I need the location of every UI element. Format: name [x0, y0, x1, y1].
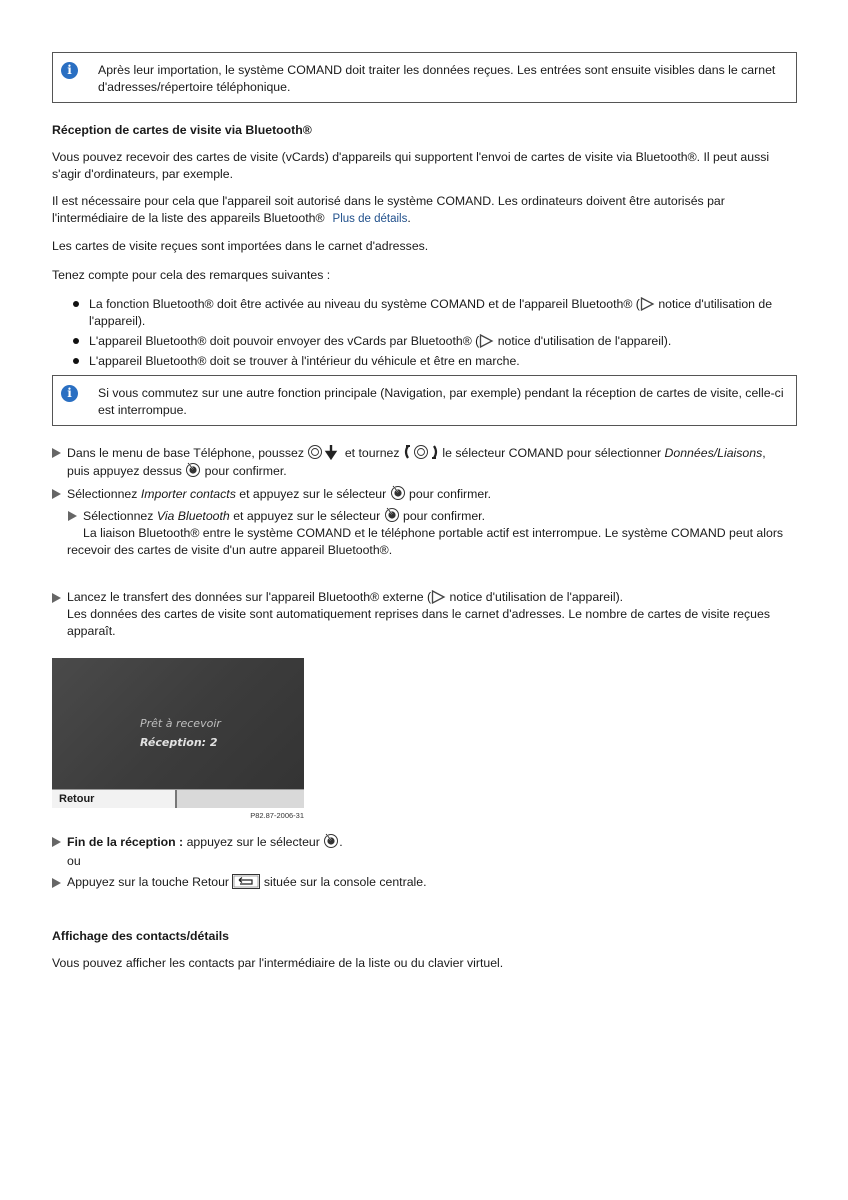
step-result: La liaison Bluetooth® entre le système COMAND et le téléphone portable actif est interrompue. Le système COMAND peut alors recevoir des cartes de visite d'un autre appareil Bluetooth®. [67, 526, 784, 557]
info-icon: i [61, 62, 78, 79]
section-title-contacts: Affichage des contacts/détails [52, 929, 229, 943]
step-item [52, 444, 797, 480]
step-text: Lancez le transfert des données sur l'appareil Bluetooth® externe ( [67, 590, 432, 604]
list-item [52, 296, 797, 329]
reference-arrow-icon [479, 334, 494, 348]
step-item [52, 874, 797, 891]
display-retour-button: Retour [52, 790, 177, 808]
bullet-text: La fonction Bluetooth® doit être activée au niveau du système COMAND et de l'appareil Bluetooth® ( [89, 297, 640, 311]
display-status-ready: Prêt à recevoir [140, 717, 221, 730]
step-text: Dans le menu de base Téléphone, poussez [67, 446, 308, 460]
step-text: pour confirmer. [399, 509, 486, 523]
bullet-dot [73, 358, 79, 364]
step-arrow-icon [52, 878, 61, 888]
display-reception-count: Réception: 2 [140, 736, 218, 749]
step-text: appuyez sur le sélecteur [183, 835, 324, 849]
list-item [52, 353, 797, 370]
step-text: Appuyez sur la touche Retour [67, 875, 233, 889]
controller-push-icon [307, 444, 341, 460]
bullet-text: L'appareil Bluetooth® doit pouvoir envoyer des vCards par Bluetooth® ( [89, 334, 480, 348]
page-content [52, 52, 797, 972]
step-text: le sélecteur COMAND pour sélectionner [438, 446, 665, 460]
controller-press-icon [390, 485, 406, 501]
step-text: pour confirmer. [405, 487, 492, 501]
paragraph [52, 193, 797, 227]
more-details-link[interactable]: Plus de détails [332, 212, 408, 225]
step-text: puis appuyez dessus [67, 464, 186, 478]
step-text: Sélectionnez [83, 509, 157, 523]
info-icon: i [61, 385, 78, 402]
step-text: , [762, 446, 766, 460]
step-label: Fin de la réception : [67, 835, 184, 849]
step-arrow-icon [52, 489, 61, 499]
step-text: et appuyez sur le sélecteur [235, 487, 390, 501]
step-item [52, 589, 797, 606]
paragraph: Les cartes de visite reçues sont importées dans le carnet d'adresses. [52, 239, 429, 253]
paragraph-text: Il est nécessaire pour cela que l'appareil soit autorisé dans le système COMAND. Les ordinateurs doivent être autorisés par l'intermédiaire de la liste des appareils Bluetooth® [52, 194, 725, 225]
figure-caption: P82.87-2006-31 [250, 811, 304, 820]
comand-display-screenshot [52, 658, 304, 808]
controller-press-icon [323, 833, 339, 849]
step-text: située sur la console centrale. [260, 875, 427, 889]
step-text: notice d'utilisation de l'appareil). [446, 590, 624, 604]
note-text: Si vous commutez sur une autre fonction principale (Navigation, par exemple) pendant la réception de cartes de visite, celle-ci est interrompue. [98, 386, 784, 417]
paragraph: Tenez compte pour cela des remarques suivantes : [52, 267, 331, 282]
step-item [52, 485, 797, 503]
step-arrow-icon [52, 593, 61, 603]
period: . [407, 210, 411, 225]
bullet-text: notice d'utilisation de l'appareil). [494, 334, 672, 348]
controller-press-icon [185, 462, 201, 478]
reference-arrow-icon [431, 590, 446, 604]
menu-item-importer-contacts: Importer contacts [140, 487, 236, 501]
bullet-list [52, 296, 797, 369]
paragraph: Vous pouvez afficher les contacts par l'intermédiaire de la liste ou du clavier virtuel. [52, 956, 504, 970]
step-item [52, 507, 797, 525]
info-note-interrupt [52, 375, 797, 426]
step-text: et appuyez sur le sélecteur [229, 509, 384, 523]
or-text: ou [67, 854, 81, 868]
bullet-text: L'appareil Bluetooth® doit se trouver à l'intérieur du véhicule et être en marche. [89, 353, 520, 368]
step-arrow-icon [68, 511, 77, 521]
bullet-dot [73, 301, 79, 307]
controller-rotate-icon [403, 444, 439, 460]
step-item [52, 833, 797, 851]
info-note-import [52, 52, 797, 103]
step-text: . [339, 835, 343, 849]
step-text: pour confirmer. [201, 464, 287, 478]
bullet-dot [73, 338, 79, 344]
list-item [52, 333, 797, 350]
reference-arrow-icon [640, 297, 655, 311]
step-text: Sélectionnez [67, 487, 141, 501]
menu-item-donnees-liaisons: Données/Liaisons [664, 446, 763, 460]
note-text: Après leur importation, le système COMAND doit traiter les données reçues. Les entrées sont ensuite visibles dans le carnet d'adresses/répertoire téléphonique. [98, 63, 776, 94]
paragraph: Vous pouvez recevoir des cartes de visite (vCards) d'appareils qui supportent l'envoi de cartes de visite via Bluetooth®. Il peut aussi s'agir d'ordinateurs, par exemple. [52, 150, 770, 181]
step-arrow-icon [52, 837, 61, 847]
menu-item-via-bluetooth: Via Bluetooth [156, 509, 230, 523]
back-key-icon [232, 874, 260, 889]
step-text: et tournez [341, 446, 403, 460]
section-title-bluetooth: Réception de cartes de visite via Bluetooth® [52, 123, 312, 137]
controller-press-icon [384, 507, 400, 523]
step-arrow-icon [52, 448, 61, 458]
bullet-text: notice d'utilisation de l'appareil). [89, 297, 773, 328]
step-result: Les données des cartes de visite sont automatiquement reprises dans le carnet d'adresses. Le nombre de cartes de visite reçues apparaît. [67, 607, 770, 638]
